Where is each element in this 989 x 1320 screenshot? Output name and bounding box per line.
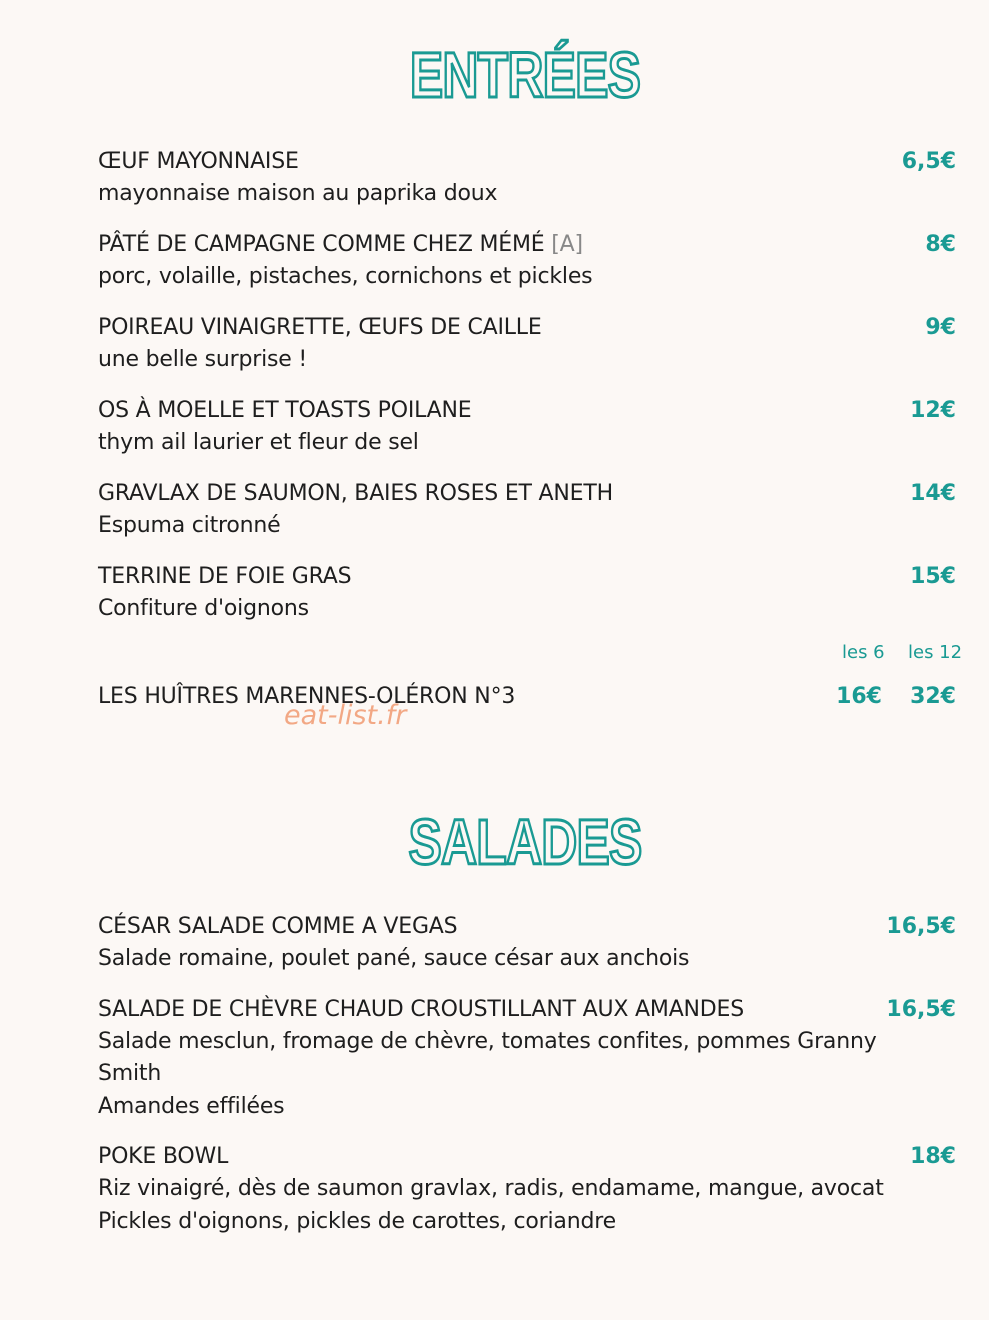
menu-item-description: Salade romaine, poulet pané, sauce césar aux anchois xyxy=(98,946,690,971)
menu-item-description: Salade mesclun, fromage de chèvre, tomates confites, pommes Granny xyxy=(98,1029,877,1054)
menu-item-name: POIREAU VINAIGRETTE, ŒUFS DE CAILLE xyxy=(98,315,542,340)
section-title-entrees: ENTRÉES xyxy=(409,39,641,111)
menu-item-price: 16,5€ xyxy=(886,914,956,939)
menu-item-description: Amandes effilées xyxy=(98,1094,285,1119)
menu-item-description: Confiture d'oignons xyxy=(98,596,309,621)
menu-item-description: une belle surprise ! xyxy=(98,347,308,372)
watermark: eat-list.fr xyxy=(284,700,407,731)
menu-item-price: 6,5€ xyxy=(901,149,956,174)
menu-item-name: LES HUÎTRES MARENNES-OLÉRON N°3 xyxy=(98,684,516,709)
menu-item-description: Smith xyxy=(98,1061,162,1086)
menu-item-description: Riz vinaigré, dès de saumon gravlax, radis, endamame, mangue, avocat xyxy=(98,1176,884,1201)
menu-item-name: SALADE DE CHÈVRE CHAUD CROUSTILLANT AUX AMANDES xyxy=(98,997,745,1022)
menu-item-description: porc, volaille, pistaches, cornichons et pickles xyxy=(98,264,593,289)
menu-item-name-row xyxy=(98,231,583,259)
price-label-12: les 12 xyxy=(908,642,963,663)
menu-item-price: 12€ xyxy=(910,398,956,423)
menu-item-price: 14€ xyxy=(910,481,956,506)
menu-item-price: 18€ xyxy=(910,1144,956,1169)
menu-item-price: 15€ xyxy=(910,564,956,589)
menu-item-name: OS À MOELLE ET TOASTS POILANE xyxy=(98,398,472,423)
menu-item-description: mayonnaise maison au paprika doux xyxy=(98,181,498,206)
allergen-tag: [A] xyxy=(551,232,583,257)
menu-item-description: Espuma citronné xyxy=(98,513,281,538)
menu-item-description: thym ail laurier et fleur de sel xyxy=(98,430,419,455)
menu-item-name: TERRINE DE FOIE GRAS xyxy=(98,564,352,589)
menu-item-price: 9€ xyxy=(925,315,956,340)
menu-item-price: 8€ xyxy=(925,232,956,257)
menu-item-name: POKE BOWL xyxy=(98,1144,229,1169)
menu-item-price: 16,5€ xyxy=(886,997,956,1022)
price-label-6: les 6 xyxy=(842,642,885,663)
menu-item-name: GRAVLAX DE SAUMON, BAIES ROSES ET ANETH xyxy=(98,481,613,506)
section-title-salades: SALADES xyxy=(408,806,642,878)
menu-item-description: Pickles d'oignons, pickles de carottes, coriandre xyxy=(98,1209,616,1234)
menu-item-name: ŒUF MAYONNAISE xyxy=(98,149,299,174)
menu-item-name: PÂTÉ DE CAMPAGNE COMME CHEZ MÉMÉ xyxy=(98,232,545,257)
menu-item-name: CÉSAR SALADE COMME A VEGAS xyxy=(98,914,458,939)
menu-item-price-6: 16€ xyxy=(836,684,882,709)
menu-item-price-12: 32€ xyxy=(910,684,956,709)
